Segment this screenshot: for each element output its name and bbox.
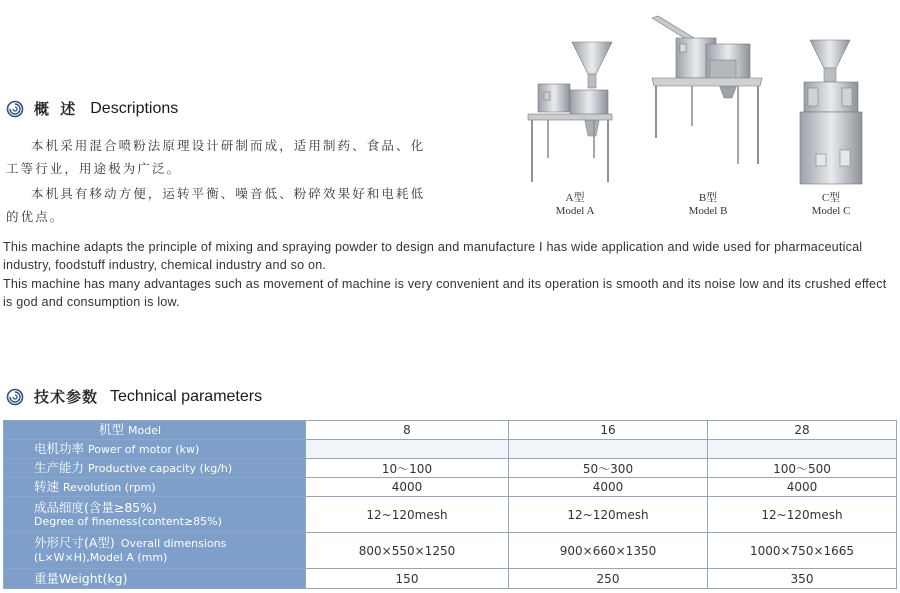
table-cell: 900×660×1350: [509, 533, 708, 569]
descriptions-heading: [6, 98, 178, 119]
descriptions-title-cn: 概 述: [34, 100, 79, 118]
model-b-caption: [668, 192, 748, 218]
table-cell: 150: [306, 569, 509, 589]
technical-parameters-table: [3, 420, 897, 589]
table-cell: 800×550×1250: [306, 533, 509, 569]
description-en-paragraph-2: This machine has many advantages such as movement of machine is very convenient and its operation is smooth and its noise low and its crushed effect is god and consumption is low.: [3, 277, 887, 309]
model-c-label-en: Model C: [811, 205, 851, 217]
row-label: 成品细度(含量≥85%) Degree of fineness(content≥85%): [4, 497, 306, 533]
model-c-label-cn: C型: [821, 192, 841, 204]
row-label: 外形尺寸(A型) Overall dimensions (L×W×H),Model A (mm): [4, 533, 306, 569]
description-cn-paragraph-2: 本机具有移动方便，运转平衡、噪音低、粉碎效果好和电耗低的优点。: [6, 186, 426, 224]
table-row-revolution: [4, 478, 897, 497]
table-row-weight: [4, 569, 897, 589]
descriptions-title-en: Descriptions: [90, 99, 179, 117]
model-b-label-en: Model B: [688, 205, 728, 217]
table-row-capacity: [4, 459, 897, 478]
row-label: 重量Weight(kg): [4, 569, 306, 589]
model-b-label-cn: B型: [698, 192, 718, 204]
table-cell: 100～500: [708, 459, 897, 478]
table-cell: 4000: [509, 478, 708, 497]
table-cell: 12~120mesh: [306, 497, 509, 533]
table-cell: 16: [509, 421, 708, 440]
model-a-label-en: Model A: [555, 205, 595, 217]
circle-swirl-icon: [6, 388, 24, 406]
description-en-paragraph-1: This machine adapts the principle of mixing and spraying powder to design and manufacture I has wide application and wide used for pharmaceutical industry, foodstuff industry, chemical industry and so on.: [3, 240, 863, 272]
table-cell: 8: [306, 421, 509, 440]
table-cell: 12~120mesh: [509, 497, 708, 533]
table-cell: 12~120mesh: [708, 497, 897, 533]
model-c-caption: [791, 192, 871, 218]
model-a-caption: [535, 192, 615, 218]
table-cell: 350: [708, 569, 897, 589]
table-cell: 10～100: [306, 459, 509, 478]
table-cell: 28: [708, 421, 897, 440]
table-cell: [509, 440, 708, 459]
machine-model-c-illustration: [794, 38, 868, 188]
row-label: 转速 Revolution (rpm): [4, 478, 306, 497]
table-cell: 50～300: [509, 459, 708, 478]
table-cell: 4000: [306, 478, 509, 497]
machine-model-a-illustration: [524, 38, 614, 188]
table-row-model: [4, 421, 897, 440]
row-label: 机型 Model: [4, 421, 306, 440]
technical-title-cn: 技术参数: [34, 388, 99, 406]
table-cell: [708, 440, 897, 459]
model-a-label-cn: A型: [565, 192, 585, 204]
table-row-power: [4, 440, 897, 459]
description-cn-paragraph-1: 本机采用混合喷粉法原理设计研制而成，适用制药、食品、化工等行业，用途极为广泛。: [6, 138, 426, 176]
row-label: 电机功率 Power of motor (kw): [4, 440, 306, 459]
table-cell: 4000: [708, 478, 897, 497]
machine-model-b-illustration: [648, 14, 768, 166]
technical-title-en: Technical parameters: [110, 387, 263, 405]
table-cell: 1000×750×1665: [708, 533, 897, 569]
table-cell: 250: [509, 569, 708, 589]
technical-heading: [6, 386, 262, 407]
table-cell: [306, 440, 509, 459]
row-label: 生产能力 Productive capacity (kg/h): [4, 459, 306, 478]
circle-swirl-icon: [6, 100, 24, 118]
table-row-fineness: [4, 497, 897, 533]
table-row-dimensions: [4, 533, 897, 569]
